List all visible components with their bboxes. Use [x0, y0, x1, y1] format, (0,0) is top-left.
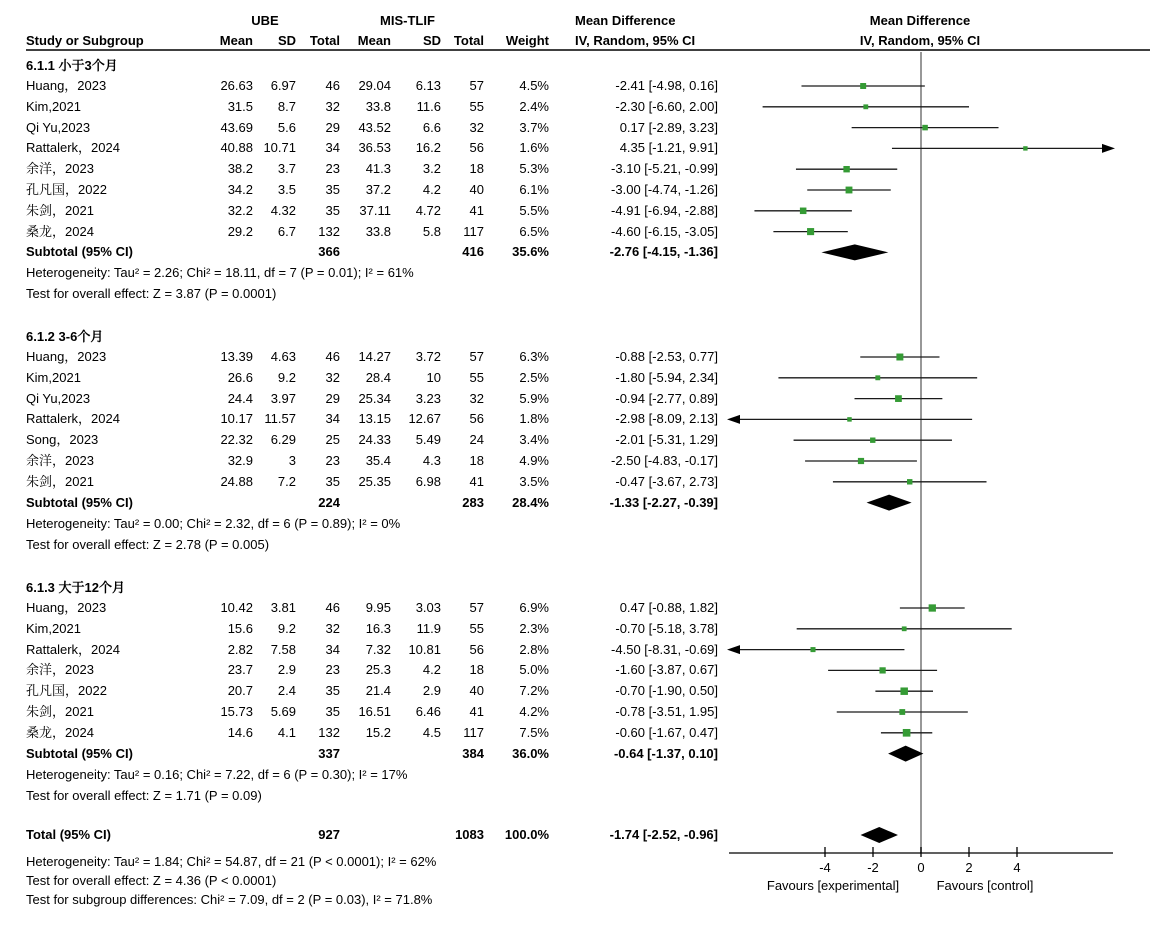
study-name: 孔凡国，2022 [26, 683, 107, 699]
study-name: Rattalerk，2024 [26, 411, 120, 427]
study-row [0, 201, 1155, 221]
weight: 3.7% [519, 119, 549, 135]
sd-ube: 3.97 [270, 390, 296, 406]
sd-mistlif: 10.81 [408, 641, 441, 657]
sd-mistlif: 3.03 [415, 600, 441, 615]
study-row [0, 451, 1155, 471]
ci-text: -0.70 [-5.18, 3.78] [615, 620, 718, 636]
weight: 1.6% [519, 140, 549, 156]
sd-ube: 7.2 [277, 473, 296, 489]
overall-effect-text: Test for overall effect: Z = 4.36 (P < 0.0001) [26, 873, 277, 888]
study-name: Song，2023 [26, 432, 99, 448]
study-name: 孔凡国，2022 [26, 182, 107, 197]
mean-mistlif: 41.3 [365, 161, 391, 177]
total-mistlif: 55 [469, 369, 484, 385]
total-mistlif: 57 [469, 78, 484, 93]
axis-tick-label: -2 [867, 860, 879, 875]
header-group-row [0, 11, 1155, 31]
sd-mistlif: 3.72 [415, 349, 441, 364]
sd-ube: 9.2 [277, 620, 296, 636]
axis-tick-label: 4 [1013, 860, 1021, 875]
mean-ube: 26.63 [220, 78, 253, 93]
study-name: Qi Yu,2023 [26, 119, 91, 135]
total-mistlif: 117 [463, 724, 484, 740]
heterogeneity-text: Heterogeneity: Tau² = 0.00; Chi² = 2.32, df = 6 (P = 0.89); I² = 0% [26, 515, 401, 531]
study-row [0, 598, 1155, 618]
total-ube: 34 [325, 140, 340, 156]
heterogeneity-text: Heterogeneity: Tau² = 2.26; Chi² = 18.11, df = 7 (P = 0.01); I² = 61% [26, 265, 414, 281]
sd-ube: 5.69 [270, 704, 296, 719]
mean-ube: 38.2 [227, 161, 253, 177]
weight: 6.3% [519, 349, 549, 364]
column-mean-mistlif: Mean [357, 33, 391, 48]
mean-ube: 24.4 [227, 390, 253, 406]
study-name: 桑龙，2024 [26, 223, 94, 239]
ci-text: -0.94 [-2.77, 0.89] [615, 390, 718, 406]
mean-mistlif: 9.95 [365, 600, 391, 615]
total-ube: 34 [325, 411, 340, 427]
weight: 2.8% [519, 641, 549, 657]
weight: 1.8% [519, 411, 549, 427]
ci-text: -3.00 [-4.74, -1.26] [611, 182, 718, 197]
total-mistlif: 18 [469, 161, 484, 177]
ci-text: -2.01 [-5.31, 1.29] [615, 432, 718, 448]
total-mistlif: 384 [462, 745, 484, 761]
study-row [0, 97, 1155, 117]
mean-ube: 40.88 [220, 140, 253, 156]
sd-ube: 6.7 [277, 223, 296, 239]
total-mistlif: 57 [469, 349, 484, 364]
sd-mistlif: 5.49 [415, 432, 441, 448]
study-row [0, 660, 1155, 680]
total-mistlif: 283 [462, 494, 484, 510]
total-mistlif: 41 [469, 202, 484, 218]
total-ube: 32 [325, 369, 340, 385]
study-name: Kim,2021 [26, 98, 81, 114]
weight: 6.5% [519, 223, 549, 239]
column-study-or-subgroup: Study or Subgroup [26, 33, 144, 48]
mean-ube: 10.17 [220, 411, 253, 427]
overall-effect-text: Test for overall effect: Z = 1.71 (P = 0.09) [26, 787, 262, 803]
total-ube: 23 [325, 161, 340, 177]
total-mistlif: 41 [469, 473, 484, 489]
total-ube: 32 [325, 98, 340, 114]
sd-ube: 11.57 [264, 411, 296, 427]
sd-mistlif: 6.13 [415, 78, 441, 93]
section-label: 6.1.3 大于12个月 [26, 580, 125, 595]
study-name: Rattalerk，2024 [26, 641, 120, 657]
mean-ube: 10.42 [220, 600, 253, 615]
weight: 7.2% [519, 683, 549, 699]
mean-mistlif: 25.34 [358, 390, 391, 406]
sd-ube: 2.4 [277, 683, 296, 699]
weight: 3.5% [519, 473, 549, 489]
ci-text: -1.60 [-3.87, 0.67] [615, 662, 718, 678]
study-row [0, 619, 1155, 639]
mean-ube: 2.82 [227, 641, 253, 657]
study-row [0, 409, 1155, 429]
study-name: 朱剑，2021 [26, 704, 94, 719]
total-mistlif: 56 [469, 641, 484, 657]
axis-tick-label: -4 [819, 860, 831, 875]
mean-mistlif: 16.3 [365, 620, 391, 636]
study-row [0, 723, 1155, 743]
sd-ube: 7.58 [270, 641, 296, 657]
ci-text: -3.10 [-5.21, -0.99] [611, 161, 718, 177]
mean-ube: 13.39 [220, 349, 253, 364]
total-mistlif: 18 [469, 453, 484, 468]
subgroup-diff-text: Test for subgroup differences: Chi² = 7.09, df = 2 (P = 0.03), I² = 71.8% [26, 892, 433, 907]
total-ube: 132 [318, 724, 340, 740]
weight: 4.9% [519, 453, 549, 468]
ci-text: -2.76 [-4.15, -1.36] [609, 244, 718, 260]
total-ube: 46 [325, 600, 340, 615]
study-row [0, 347, 1155, 367]
column-sd-ube: SD [277, 33, 296, 48]
mean-ube: 14.6 [227, 724, 253, 740]
study-name: Huang，2023 [26, 349, 107, 364]
total-label: Total (95% CI) [26, 827, 111, 842]
mean-ube: 24.88 [220, 473, 253, 489]
total-mistlif: 56 [469, 140, 484, 156]
sd-mistlif: 5.8 [422, 223, 441, 239]
study-name: 朱剑，2021 [26, 473, 94, 489]
study-name: 余洋，2023 [26, 161, 94, 177]
sd-mistlif: 3.23 [415, 390, 441, 406]
sd-mistlif: 4.5 [422, 724, 441, 740]
total-ube: 29 [325, 390, 340, 406]
weight: 6.9% [519, 600, 549, 615]
study-row [0, 159, 1155, 179]
study-row [0, 389, 1155, 409]
sd-mistlif: 3.2 [422, 161, 441, 177]
sd-mistlif: 4.3 [422, 453, 441, 468]
column-weight: Weight [505, 33, 549, 48]
subtotal-label: Subtotal (95% CI) [26, 745, 133, 761]
mean-mistlif: 35.4 [365, 453, 391, 468]
column-mean-difference-text: Mean Difference [575, 13, 676, 28]
column-sd-mistlif: SD [422, 33, 441, 48]
mean-mistlif: 37.11 [359, 202, 391, 218]
study-row [0, 76, 1155, 96]
sd-mistlif: 6.6 [422, 119, 441, 135]
total-ube: 34 [325, 641, 340, 657]
weight: 7.5% [519, 724, 549, 740]
total-mistlif: 1083 [455, 827, 484, 842]
total-mistlif: 41 [469, 704, 484, 719]
sd-mistlif: 4.72 [415, 202, 441, 218]
total-mistlif: 18 [469, 662, 484, 678]
mean-ube: 15.6 [227, 620, 253, 636]
sd-ube: 9.2 [277, 369, 296, 385]
subtotal-row [0, 242, 1155, 262]
total-ube: 337 [318, 745, 340, 761]
sd-ube: 6.97 [270, 78, 296, 93]
axis-tick-label: 2 [965, 860, 973, 875]
total-mistlif: 40 [469, 182, 484, 197]
total-mistlif: 32 [469, 390, 484, 406]
subtotal-label: Subtotal (95% CI) [26, 244, 133, 260]
total-mistlif: 117 [463, 223, 484, 239]
total-ube: 35 [325, 202, 340, 218]
sd-mistlif: 10 [426, 369, 441, 385]
study-name: Kim,2021 [26, 620, 81, 636]
weight: 3.4% [519, 432, 549, 448]
ci-text: 4.35 [-1.21, 9.91] [619, 140, 718, 156]
sd-ube: 2.9 [277, 662, 296, 678]
mean-mistlif: 7.32 [365, 641, 391, 657]
total-ube: 132 [318, 223, 340, 239]
sd-ube: 3.81 [270, 600, 296, 615]
sd-ube: 8.7 [277, 98, 296, 114]
ci-text: -0.78 [-3.51, 1.95] [615, 704, 718, 719]
subtotal-row [0, 493, 1155, 513]
ci-text: -0.88 [-2.53, 0.77] [615, 349, 718, 364]
sd-mistlif: 6.98 [415, 473, 441, 489]
mean-mistlif: 14.27 [358, 349, 391, 364]
column-total-mistlif: Total [453, 33, 484, 48]
total-mistlif: 416 [462, 244, 484, 260]
mean-mistlif: 21.4 [365, 683, 391, 699]
mean-mistlif: 33.8 [365, 223, 391, 239]
subtotal-label: Subtotal (95% CI) [26, 494, 133, 510]
study-row [0, 702, 1155, 722]
ci-text: 0.47 [-0.88, 1.82] [619, 600, 718, 615]
total-ube: 366 [318, 244, 340, 260]
sd-ube: 3 [288, 453, 296, 468]
header-columns-row [0, 31, 1155, 51]
weight: 2.3% [519, 620, 549, 636]
mean-ube: 29.2 [227, 223, 253, 239]
study-row [0, 681, 1155, 701]
overall-effect-text: Test for overall effect: Z = 2.78 (P = 0.005) [26, 536, 270, 552]
overall-effect-text: Test for overall effect: Z = 3.87 (P = 0.0001) [26, 286, 277, 302]
column-total-ube: Total [309, 33, 340, 48]
sd-mistlif: 4.2 [422, 662, 441, 678]
ci-text: -0.60 [-1.67, 0.47] [615, 724, 718, 740]
mean-mistlif: 25.3 [365, 662, 391, 678]
mean-ube: 43.69 [220, 119, 253, 135]
ci-text: -2.50 [-4.83, -0.17] [611, 453, 718, 468]
study-name: Rattalerk，2024 [26, 140, 120, 156]
heterogeneity-text: Heterogeneity: Tau² = 1.84; Chi² = 54.87, df = 21 (P < 0.0001); I² = 62% [26, 854, 437, 869]
column-iv-random-ci-plot: IV, Random, 95% CI [859, 33, 981, 48]
column-iv-random-ci-text: IV, Random, 95% CI [575, 33, 696, 48]
mean-mistlif: 43.52 [358, 119, 391, 135]
weight: 2.5% [519, 369, 549, 385]
mean-ube: 23.7 [227, 662, 253, 678]
mean-mistlif: 13.15 [358, 411, 391, 427]
mean-ube: 32.2 [227, 202, 253, 218]
mean-mistlif: 33.8 [365, 98, 391, 114]
mean-ube: 15.73 [220, 704, 253, 719]
study-row [0, 118, 1155, 138]
total-mistlif: 57 [469, 600, 484, 615]
ci-text: -2.98 [-8.09, 2.13] [615, 411, 718, 427]
study-row [0, 222, 1155, 242]
column-group-ube: UBE [251, 13, 279, 28]
study-row [0, 430, 1155, 450]
weight: 2.4% [519, 98, 549, 114]
weight: 5.5% [519, 202, 549, 218]
mean-mistlif: 24.33 [358, 432, 391, 448]
mean-ube: 31.5 [227, 98, 253, 114]
weight: 100.0% [504, 827, 549, 842]
study-name: 余洋，2023 [26, 662, 94, 678]
favours-right-label: Favours [control] [936, 878, 1034, 893]
sd-mistlif: 2.9 [422, 683, 441, 699]
study-row [0, 180, 1155, 200]
ci-text: -2.30 [-6.60, 2.00] [615, 98, 718, 114]
mean-mistlif: 36.53 [358, 140, 391, 156]
total-ube: 23 [325, 662, 340, 678]
study-name: Kim,2021 [26, 369, 81, 385]
section-label: 6.1.1 小于3个月 [26, 58, 118, 73]
weight: 35.6% [512, 244, 549, 260]
total-ube: 25 [325, 432, 340, 448]
weight: 4.5% [519, 78, 549, 93]
section-label: 6.1.2 3-6个月 [26, 329, 104, 344]
sd-ube: 4.63 [270, 349, 296, 364]
mean-ube: 20.7 [227, 683, 253, 699]
mean-mistlif: 28.4 [365, 369, 391, 385]
total-mistlif: 24 [469, 432, 484, 448]
sd-mistlif: 4.2 [422, 182, 441, 197]
sd-ube: 3.5 [277, 182, 296, 197]
total-ube: 29 [325, 119, 340, 135]
weight: 4.2% [519, 704, 549, 719]
weight: 5.0% [519, 662, 549, 678]
mean-mistlif: 29.04 [358, 78, 391, 93]
heterogeneity-text: Heterogeneity: Tau² = 0.16; Chi² = 7.22, df = 6 (P = 0.30); I² = 17% [26, 766, 408, 782]
total-ube: 35 [325, 473, 340, 489]
ci-text: -2.41 [-4.98, 0.16] [615, 78, 718, 93]
mean-ube: 32.9 [227, 453, 253, 468]
total-ube: 32 [325, 620, 340, 636]
total-ube: 23 [325, 453, 340, 468]
sd-mistlif: 11.9 [416, 620, 441, 636]
weight: 5.3% [519, 161, 549, 177]
weight: 36.0% [512, 745, 549, 761]
ci-text: 0.17 [-2.89, 3.23] [619, 119, 718, 135]
total-mistlif: 55 [469, 98, 484, 114]
sd-ube: 4.32 [270, 202, 296, 218]
mean-ube: 34.2 [227, 182, 253, 197]
study-name: Qi Yu,2023 [26, 390, 91, 406]
ci-text: -1.33 [-2.27, -0.39] [609, 494, 718, 510]
total-ube: 46 [325, 78, 340, 93]
ci-text: -0.64 [-1.37, 0.10] [613, 745, 718, 761]
column-mean-ube: Mean [219, 33, 253, 48]
ci-text: -4.60 [-6.15, -3.05] [611, 223, 718, 239]
ci-text: -0.47 [-3.67, 2.73] [615, 473, 718, 489]
study-name: 朱剑，2021 [26, 202, 94, 218]
sd-ube: 10.71 [263, 140, 296, 156]
total-row [0, 825, 1155, 845]
favours-left-label: Favours [experimental] [766, 878, 900, 893]
sd-ube: 3.7 [277, 161, 296, 177]
sd-ube: 5.6 [277, 119, 296, 135]
mean-mistlif: 16.51 [358, 704, 391, 719]
study-row [0, 368, 1155, 388]
ci-text: -4.50 [-8.31, -0.69] [611, 641, 718, 657]
subtotal-row [0, 744, 1155, 764]
column-group-mistlif: MIS-TLIF [380, 13, 435, 28]
weight: 28.4% [512, 494, 549, 510]
mean-ube: 26.6 [227, 369, 253, 385]
total-mistlif: 56 [469, 411, 484, 427]
total-mistlif: 55 [469, 620, 484, 636]
total-ube: 224 [318, 494, 340, 510]
sd-mistlif: 11.6 [416, 98, 441, 114]
mean-mistlif: 25.35 [358, 473, 391, 489]
study-row [0, 640, 1155, 660]
study-name: 桑龙，2024 [26, 724, 94, 740]
ci-text: -1.80 [-5.94, 2.34] [615, 369, 718, 385]
sd-ube: 6.29 [270, 432, 296, 448]
sd-mistlif: 6.46 [415, 704, 441, 719]
sd-ube: 4.1 [277, 724, 296, 740]
mean-mistlif: 37.2 [365, 182, 391, 197]
total-ube: 927 [318, 827, 340, 842]
study-name: 余洋，2023 [26, 453, 94, 468]
sd-mistlif: 16.2 [415, 140, 441, 156]
mean-ube: 22.32 [220, 432, 253, 448]
total-ube: 35 [325, 683, 340, 699]
column-mean-difference-plot: Mean Difference [869, 13, 971, 28]
axis-tick-label: 0 [917, 860, 925, 875]
total-ube: 46 [325, 349, 340, 364]
total-mistlif: 40 [469, 683, 484, 699]
sd-mistlif: 12.67 [408, 411, 441, 427]
study-row [0, 472, 1155, 492]
weight: 5.9% [519, 390, 549, 406]
ci-text: -1.74 [-2.52, -0.96] [609, 827, 718, 842]
weight: 6.1% [519, 182, 549, 197]
study-name: Huang，2023 [26, 78, 107, 93]
ci-text: -4.91 [-6.94, -2.88] [611, 202, 718, 218]
total-ube: 35 [325, 182, 340, 197]
study-row [0, 138, 1155, 158]
total-ube: 35 [325, 704, 340, 719]
study-name: Huang，2023 [26, 600, 107, 615]
ci-text: -0.70 [-1.90, 0.50] [615, 683, 718, 699]
total-mistlif: 32 [469, 119, 484, 135]
mean-mistlif: 15.2 [365, 724, 391, 740]
